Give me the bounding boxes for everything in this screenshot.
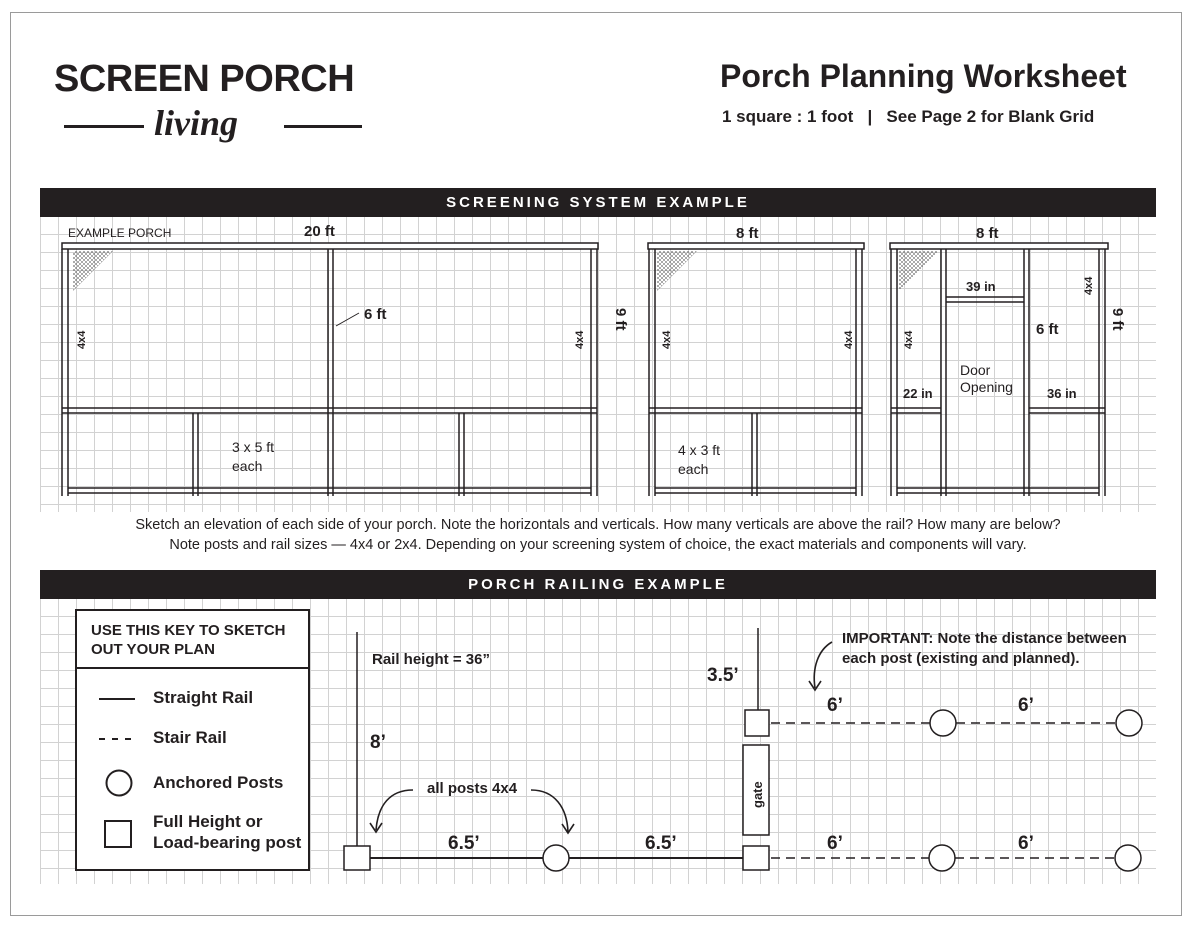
sketch-key: [75, 609, 310, 871]
panel3-door-label: Door: [960, 362, 991, 378]
key-row-anchored-posts: [77, 767, 308, 797]
panel2-lower-size: 4 x 3 ft: [678, 442, 721, 458]
page-subtitle: 1 square : 1 foot | See Page 2 for Blank Grid: [722, 107, 1095, 126]
square-post-b: [745, 710, 769, 736]
arrow-important-curve: [814, 642, 832, 688]
logo-script-word: living: [154, 103, 239, 143]
panel3-left-post-label: 4x4: [903, 330, 915, 349]
span-6-bottom-a: 6’: [827, 833, 843, 854]
circle-post-e: [1115, 845, 1141, 871]
span-6-5-b: 6.5’: [645, 833, 677, 854]
square-post-icon: [104, 820, 132, 848]
circle-post-c: [1116, 710, 1142, 736]
span-6-top-a: 6’: [827, 695, 843, 716]
logo-wordmark: SCREEN PORCH: [54, 58, 355, 100]
panel1-left-post-label: 4x4: [76, 330, 88, 349]
circle-post-b: [930, 710, 956, 736]
straight-rail-icon: [99, 697, 135, 701]
key-label-full-height: Full Height or: [153, 812, 263, 831]
panel2-right-post-label: 4x4: [843, 330, 855, 349]
example-porch-label: EXAMPLE PORCH: [68, 226, 172, 240]
panel2-left-post-label: 4x4: [661, 330, 673, 349]
key-label-straight-rail: Straight Rail: [153, 688, 254, 707]
panel1-lower-each: each: [232, 458, 263, 474]
key-label-load-bearing: Load-bearing post: [153, 833, 302, 852]
panel3-left-width: 22 in: [903, 386, 933, 401]
stair-rails: [771, 723, 1116, 858]
height-8-label: 8’: [370, 732, 386, 753]
important-note-line2: each post (existing and planned).: [842, 650, 1080, 667]
panel2-lower-each: each: [678, 461, 709, 477]
panel3-height-label: 6 ft: [1036, 321, 1059, 338]
panel3-door-label2: Opening: [960, 379, 1013, 395]
circle-post-icon: [105, 769, 133, 797]
key-row-stair-rail: [77, 727, 308, 751]
square-post-a: [344, 846, 370, 870]
screening-section-header: SCREENING SYSTEM EXAMPLE: [40, 188, 1156, 217]
span-6-top-b: 6’: [1018, 695, 1034, 716]
vertical-height-b: 9 ft: [1109, 308, 1126, 331]
panel3-transom-label: 39 in: [966, 279, 996, 294]
panel3-right-width: 36 in: [1047, 386, 1077, 401]
panel1-height-label: 6 ft: [364, 306, 387, 323]
important-note-line1: IMPORTANT: Note the distance between: [842, 630, 1127, 647]
key-row-straight-rail: [77, 687, 308, 711]
gate-label: gate: [750, 781, 765, 808]
panel3-width-label: 8 ft: [976, 225, 999, 242]
circle-post-a: [543, 845, 569, 871]
square-post-c: [743, 846, 769, 870]
all-posts-label: all posts 4x4: [427, 780, 518, 797]
page-title: Porch Planning Worksheet: [720, 58, 1127, 94]
panel3-right-post-label: 4x4: [1083, 276, 1095, 295]
span-6-bottom-b: 6’: [1018, 833, 1034, 854]
key-row-full-height-post: [77, 811, 308, 855]
stair-rail-icon: [99, 737, 135, 741]
circle-post-d: [929, 845, 955, 871]
panel1-lower-size: 3 x 5 ft: [232, 439, 275, 455]
panel1-width-label: 20 ft: [304, 223, 335, 240]
key-label-stair-rail: Stair Rail: [153, 728, 227, 747]
instructions-line1: Sketch an elevation of each side of your porch. Note the horizontals and verticals. How many verticals are above the rail? How many are below?: [135, 517, 1061, 533]
rail-height-label: Rail height = 36”: [372, 651, 490, 668]
span-6-5-a: 6.5’: [448, 833, 480, 854]
key-label-anchored-posts: Anchored Posts: [153, 773, 284, 792]
panel1-right-post-label: 4x4: [574, 330, 586, 349]
key-title-line1: USE THIS KEY TO SKETCH: [91, 622, 286, 639]
height-3-5-label: 3.5’: [707, 665, 739, 686]
instructions-line2: Note posts and rail sizes — 4x4 or 2x4. Depending on your screening system of choice, the exact materials and components will vary.: [169, 537, 1027, 553]
panel2-width-label: 8 ft: [736, 225, 759, 242]
railing-section-header: PORCH RAILING EXAMPLE: [40, 570, 1156, 599]
key-title: [77, 611, 308, 669]
vertical-height-a: 9 ft: [612, 308, 629, 331]
key-title-line2: OUT YOUR PLAN: [91, 641, 215, 658]
